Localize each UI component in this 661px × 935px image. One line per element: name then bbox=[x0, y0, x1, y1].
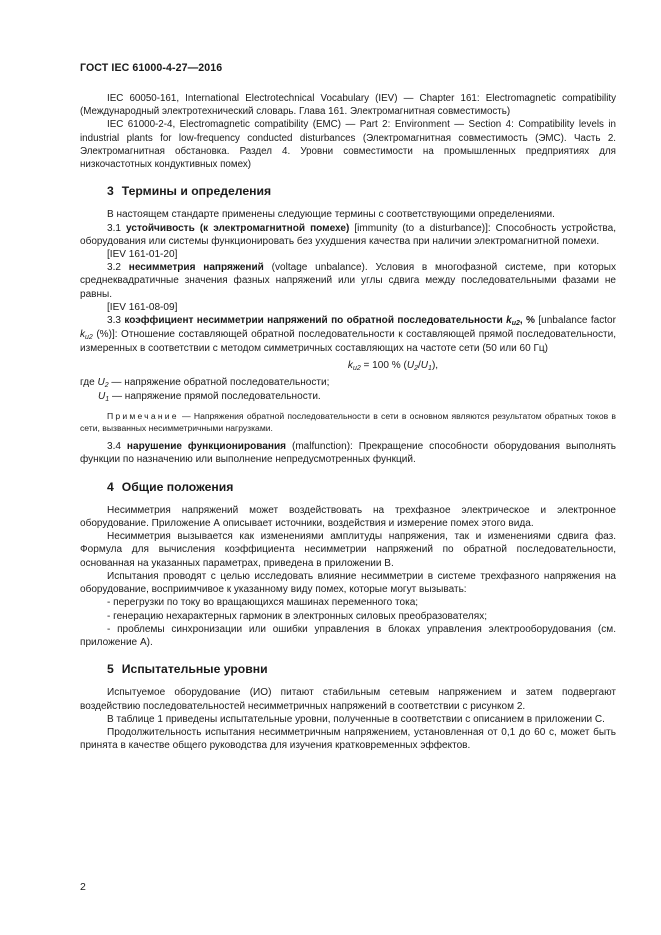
section-4-paragraph: Испытания проводят с целью исследовать влияние несимметрии в системе трехфазного напряжения на оборудование, восприимчивое к указанному виду помех, которые могут вызывать: bbox=[80, 570, 616, 596]
section-heading-5: 5 Испытательные уровни bbox=[107, 662, 268, 677]
section-heading-4: 4 Общие положения bbox=[107, 479, 234, 494]
term-3-1-source: [IEV 161-01-20] bbox=[107, 249, 178, 261]
list-item: - проблемы синхронизации или ошибки управления в блоках управления электрооборудования (см. приложение А). bbox=[80, 623, 616, 648]
section-5-paragraph: Продолжительность испытания несимметричным напряжением, установленная от 0,1 до 60 с, может быть принята в качестве общего руководства для изучения кратковременных эффектов. bbox=[80, 726, 616, 752]
reference-item: IEC 60050-161, International Electrotechnical Vocabulary (IEV) — Chapter 161: Electromagnetic compatibility (Международный электротехнический словарь. Глава 161. Электромагнитная совместимость) bbox=[80, 93, 616, 118]
formula-where-u1: U1 — напряжение прямой последовательности. bbox=[98, 391, 321, 404]
term-3-3-name: коэффициент несимметрии напряжений по обратной последовательности ku2, % bbox=[124, 315, 535, 328]
term-3-2-source: [IEV 161-08-09] bbox=[107, 301, 178, 313]
term-3-4-name: нарушение функционирования bbox=[126, 441, 287, 453]
section-heading-3: 3 Термины и определения bbox=[107, 184, 272, 199]
terms-intro: В настоящем стандарте применены следующие термины с соответствующими определениями. bbox=[107, 209, 555, 221]
term-3-2: 3.2 несимметрия напряжений (voltage unbalance). Условия в многофазной системе, при которых среднеквадратичные значения фазных напряжений или углы сдвига между последовательными фазами не равны. bbox=[80, 262, 617, 300]
unbalance-formula: ku2 = 100 % (U2/U1), bbox=[347, 359, 439, 372]
formula-where-u2: где U2 — напряжение обратной последовательности; bbox=[80, 376, 330, 389]
reference-item: IEC 61000-2-4, Electromagnetic compatibility (EMC) — Part 2: Environment — Section 4: Compatibility levels in industrial plants for low-frequency conducted disturbances (Электромагнитная совместимость (ЭМС). Часть 2. Электромагнитная обстановка. Раздел 4. Уровни совместимости на промышленных предприятиях для низкочастотных кондуктивных помех) bbox=[80, 119, 616, 171]
term-3-1-name: устойчивость (к электромагнитной помехе) bbox=[126, 222, 350, 234]
list-item: - генерацию нехарактерных гармоник в электронных силовых преобразователях; bbox=[107, 610, 488, 622]
running-header: ГОСТ IEC 61000-4-27—2016 bbox=[80, 62, 223, 74]
section-4-paragraph: Несимметрия вызывается как изменениями амплитуды напряжения, так и изменениями сдвига фаз. Формула для вычисления коэффициента несимметрии напряжений по обратной последовательности, основанная на указанных параметрах, приведена в приложении В. bbox=[80, 531, 616, 569]
section-4-paragraph: Несимметрия напряжений может воздействовать на трехфазное электрическое и электронное оборудование. Приложение А описывает источники, воздействия и измерение помех этого вида. bbox=[80, 504, 616, 530]
term-3-2-name: несимметрия напряжений bbox=[128, 262, 264, 274]
note: Примечание — Напряжения обратной последовательности в сети в основном являются результатом обратных токов в сети, вызванных несимметричными нагрузками. bbox=[80, 411, 616, 434]
section-5-paragraph: В таблице 1 приведены испытательные уровни, полученные в соответствии с описанием в приложении С. bbox=[107, 713, 605, 725]
page-content bbox=[80, 92, 616, 752]
term-3-1: 3.1 устойчивость (к электромагнитной помехе) [immunity (to a disturbance)]: Способность устройства, оборудования или системы функционировать без ухудшения качества при наличии электромагнитной помехи. bbox=[80, 222, 617, 247]
section-5-paragraph: Испытуемое оборудование (ИО) питают стабильным сетевым напряжением и затем подвергают воздействию последовательностей несимметричных напряжений в соответствии с рисунком 2. bbox=[80, 687, 616, 712]
term-3-3: 3.3 коэффициент несимметрии напряжений по обратной последовательности ku2, % [unbalance factor ku2 (%)]: Отношение составляющей обратной последовательности к составляющей прямой последовательности, измеренных в соответствии с методом симметричных составляющих на частоте сети (50 или 60 Гц) bbox=[80, 315, 617, 355]
list-item: - перегрузки по току во вращающихся машинах переменного тока; bbox=[107, 597, 419, 609]
term-3-4: 3.4 нарушение функционирования (malfunction): Прекращение способности оборудования выполнять функции по назначению или выполнение непредусмотренных функций. bbox=[80, 441, 616, 466]
page-number: 2 bbox=[80, 881, 86, 893]
normative-references bbox=[80, 92, 616, 171]
